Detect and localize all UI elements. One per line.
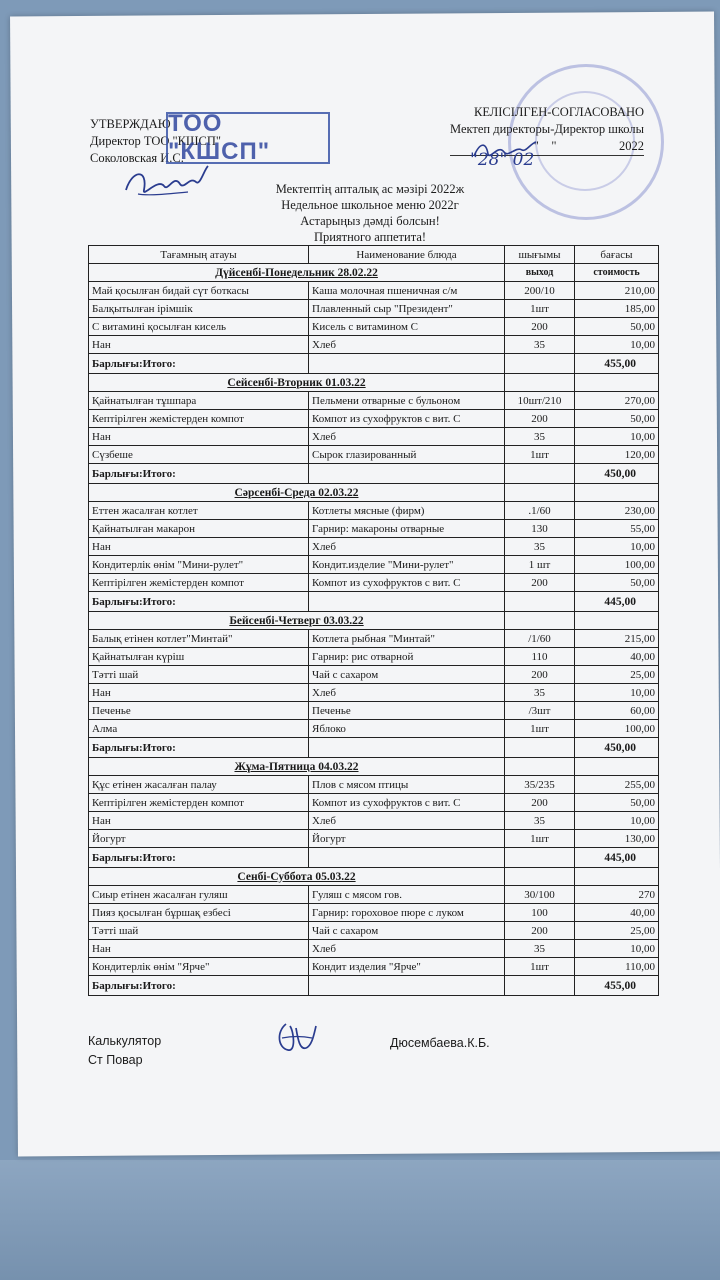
agreement-line-1: КЕЛІСІЛГЕН-СОГЛАСОВАНО <box>473 105 644 119</box>
dish-name-kz: Нан <box>89 538 309 556</box>
dish-yield: 1шт <box>505 958 575 976</box>
empty-cell <box>575 612 659 630</box>
dish-price: 230,00 <box>575 502 659 520</box>
dish-price: 215,00 <box>575 630 659 648</box>
dish-name-kz: Кептірілген жемістерден компот <box>89 574 309 592</box>
dish-yield: 35/235 <box>505 776 575 794</box>
dish-yield: 1шт <box>505 720 575 738</box>
dish-name-ru: Пельмени отварные с бульоном <box>309 392 505 410</box>
dish-name-kz: Кондитерлік өнім "Мини-рулет" <box>89 556 309 574</box>
dish-yield: 30/100 <box>505 886 575 904</box>
table-row <box>89 446 659 464</box>
empty-cell <box>575 484 659 502</box>
day-title: Сенбі-Суббота 05.03.22 <box>89 868 505 886</box>
total-value: 455,00 <box>575 976 659 996</box>
total-value: 455,00 <box>575 354 659 374</box>
dish-yield: 1шт <box>505 446 575 464</box>
dish-price: 10,00 <box>575 812 659 830</box>
dish-name-ru: Хлеб <box>309 538 505 556</box>
dish-price: 185,00 <box>575 300 659 318</box>
dish-yield: 200 <box>505 922 575 940</box>
empty-cell <box>505 868 575 886</box>
dish-name-kz: Нан <box>89 684 309 702</box>
dish-name-kz: Қайнатылған макарон <box>89 520 309 538</box>
dish-name-ru: Хлеб <box>309 684 505 702</box>
empty-cell <box>575 868 659 886</box>
dish-name-kz: Печенье <box>89 702 309 720</box>
empty-cell <box>309 354 505 374</box>
table-row <box>89 958 659 976</box>
empty-cell <box>505 738 575 758</box>
dish-yield: 35 <box>505 812 575 830</box>
dish-name-ru: Кондит изделия "Ярче" <box>309 958 505 976</box>
empty-cell <box>505 848 575 868</box>
agreement-line-3: " " 2022 <box>450 138 644 156</box>
dish-name-ru: Компот из сухофруктов с вит. С <box>309 794 505 812</box>
dish-name-kz: Нан <box>89 940 309 958</box>
dish-price: 100,00 <box>575 556 659 574</box>
day-header-row <box>89 868 659 886</box>
table-header-row <box>89 246 659 264</box>
dish-price: 130,00 <box>575 830 659 848</box>
background-surface <box>0 1160 720 1280</box>
dish-yield: 1шт <box>505 830 575 848</box>
empty-cell <box>505 758 575 776</box>
dish-yield: 100 <box>505 904 575 922</box>
table-row <box>89 392 659 410</box>
empty-cell <box>575 374 659 392</box>
dish-yield: /3шт <box>505 702 575 720</box>
dish-price: 10,00 <box>575 538 659 556</box>
empty-cell <box>309 464 505 484</box>
day-title: Жұма-Пятница 04.03.22 <box>89 758 505 776</box>
dish-price: 110,00 <box>575 958 659 976</box>
day-header-row <box>89 612 659 630</box>
dish-yield: 200 <box>505 410 575 428</box>
dish-price: 10,00 <box>575 940 659 958</box>
dish-name-kz: С витамині қосылған кисель <box>89 318 309 336</box>
empty-cell <box>505 484 575 502</box>
empty-cell <box>505 592 575 612</box>
dish-price: 50,00 <box>575 410 659 428</box>
dish-name-kz: Пияз қосылған бұршақ езбесі <box>89 904 309 922</box>
empty-cell <box>505 612 575 630</box>
dish-yield: 35 <box>505 684 575 702</box>
total-label: Барлығы:Итого: <box>89 738 309 758</box>
total-value: 445,00 <box>575 592 659 612</box>
dish-price: 120,00 <box>575 446 659 464</box>
dish-price: 25,00 <box>575 922 659 940</box>
table-row <box>89 702 659 720</box>
dish-yield: 200 <box>505 574 575 592</box>
calculator-name: Дюсембаева.К.Б. <box>390 1036 490 1050</box>
dish-name-ru: Гуляш с мясом гов. <box>309 886 505 904</box>
table-row <box>89 794 659 812</box>
dish-yield: 35 <box>505 428 575 446</box>
dish-name-ru: Гарнир: макароны отварные <box>309 520 505 538</box>
dish-name-kz: Құс етінен жасалған палау <box>89 776 309 794</box>
total-value: 450,00 <box>575 464 659 484</box>
dish-name-kz: Нан <box>89 336 309 354</box>
dish-name-ru: Компот из сухофруктов с вит. С <box>309 574 505 592</box>
dish-yield: 1шт <box>505 300 575 318</box>
dish-name-ru: Плавленный сыр "Президент" <box>309 300 505 318</box>
table-row <box>89 812 659 830</box>
dish-name-kz: Балқытылған ірімшік <box>89 300 309 318</box>
table-row <box>89 300 659 318</box>
empty-cell <box>505 464 575 484</box>
total-row <box>89 464 659 484</box>
title-ru: Недельное школьное меню 2022г <box>281 198 459 212</box>
table-row <box>89 940 659 958</box>
dish-price: 60,00 <box>575 702 659 720</box>
dish-name-ru: Каша молочная пшеничная с/м <box>309 282 505 300</box>
table-row <box>89 520 659 538</box>
day-header-row <box>89 264 659 282</box>
dish-name-kz: Қайнатылған тұшпара <box>89 392 309 410</box>
calculator-signature <box>272 1018 326 1058</box>
day-title: Сейсенбі-Вторник 01.03.22 <box>89 374 505 392</box>
dish-name-kz: Май қосылған бидай сүт боткасы <box>89 282 309 300</box>
table-row <box>89 410 659 428</box>
role-senior-cook: Ст Повар <box>88 1053 143 1067</box>
table-row <box>89 922 659 940</box>
dish-price: 210,00 <box>575 282 659 300</box>
menu-table <box>88 245 659 996</box>
dish-name-ru: Йогурт <box>309 830 505 848</box>
dish-name-ru: Хлеб <box>309 812 505 830</box>
empty-cell <box>309 976 505 996</box>
empty-cell <box>309 738 505 758</box>
dish-name-kz: Тәтті шай <box>89 666 309 684</box>
table-row <box>89 574 659 592</box>
empty-cell <box>575 758 659 776</box>
empty-cell <box>309 848 505 868</box>
table-row <box>89 282 659 300</box>
dish-price: 10,00 <box>575 336 659 354</box>
total-label: Барлығы:Итого: <box>89 976 309 996</box>
dish-name-kz: Сүзбеше <box>89 446 309 464</box>
dish-name-kz: Йогурт <box>89 830 309 848</box>
dish-name-kz: Балық етінен котлет"Минтай" <box>89 630 309 648</box>
dish-name-ru: Кисель с витамином С <box>309 318 505 336</box>
dish-price: 100,00 <box>575 720 659 738</box>
approval-line-1: УТВЕРЖДАЮ <box>90 117 171 131</box>
dish-yield: 110 <box>505 648 575 666</box>
dish-name-kz: Кептірілген жемістерден компот <box>89 794 309 812</box>
total-label: Барлығы:Итого: <box>89 464 309 484</box>
dish-yield: 130 <box>505 520 575 538</box>
dish-name-ru: Печенье <box>309 702 505 720</box>
total-row <box>89 592 659 612</box>
dish-name-ru: Хлеб <box>309 428 505 446</box>
dish-yield: .1/60 <box>505 502 575 520</box>
title-kz: Мектептің апталық ас мәзірі 2022ж <box>275 182 465 196</box>
dish-yield: 200 <box>505 794 575 812</box>
table-row <box>89 502 659 520</box>
col-header-price: бағасы <box>575 246 659 264</box>
table-row <box>89 904 659 922</box>
day-header-row <box>89 484 659 502</box>
dish-name-ru: Гарнир: рис отварной <box>309 648 505 666</box>
dish-price: 255,00 <box>575 776 659 794</box>
dish-name-ru: Гарнир: гороховое пюре с луком <box>309 904 505 922</box>
dish-name-kz: Қайнатылған күріш <box>89 648 309 666</box>
total-label: Барлығы:Итого: <box>89 592 309 612</box>
dish-name-ru: Чай с сахаром <box>309 666 505 684</box>
dish-price: 50,00 <box>575 318 659 336</box>
wish-kz: Астарыңыз дәмді болсын! <box>300 214 440 228</box>
total-label: Барлығы:Итого: <box>89 848 309 868</box>
dish-yield: 200 <box>505 318 575 336</box>
dish-name-ru: Котлеты мясные (фирм) <box>309 502 505 520</box>
col-header-yield: шығымы <box>505 246 575 264</box>
table-row <box>89 830 659 848</box>
dish-name-ru: Плов с мясом птицы <box>309 776 505 794</box>
dish-price: 55,00 <box>575 520 659 538</box>
total-row <box>89 848 659 868</box>
approval-line-2: Директор ТОО "КШСП" <box>90 134 222 148</box>
dish-price: 10,00 <box>575 428 659 446</box>
total-value: 445,00 <box>575 848 659 868</box>
dish-name-kz: Нан <box>89 812 309 830</box>
total-row <box>89 354 659 374</box>
table-row <box>89 776 659 794</box>
day-header-row <box>89 758 659 776</box>
table-row <box>89 720 659 738</box>
dish-price: 40,00 <box>575 904 659 922</box>
dish-price: 270 <box>575 886 659 904</box>
dish-name-ru: Котлета рыбная "Минтай" <box>309 630 505 648</box>
approval-line-3: Соколовская И.С. <box>90 151 184 165</box>
dish-yield: 35 <box>505 336 575 354</box>
dish-yield: 35 <box>505 538 575 556</box>
empty-cell <box>505 976 575 996</box>
sub-header-yield: выход <box>505 264 575 282</box>
day-title: Бейсенбі-Четверг 03.03.22 <box>89 612 505 630</box>
agreement-line-2: Мектеп директоры-Директор школы <box>450 122 644 136</box>
day-title: Дүйсенбі-Понедельник 28.02.22 <box>89 264 505 282</box>
day-header-row <box>89 374 659 392</box>
dish-name-ru: Сырок глазированный <box>309 446 505 464</box>
dish-name-ru: Кондит.изделие "Мини-рулет" <box>309 556 505 574</box>
day-title: Сәрсенбі-Среда 02.03.22 <box>89 484 505 502</box>
col-header-ru: Наименование блюда <box>309 246 505 264</box>
dish-yield: 35 <box>505 940 575 958</box>
dish-price: 40,00 <box>575 648 659 666</box>
menu-titles <box>200 181 540 245</box>
empty-cell <box>505 374 575 392</box>
table-row <box>89 538 659 556</box>
total-label: Барлығы:Итого: <box>89 354 309 374</box>
company-stamp: ТОО "КШСП" <box>166 112 330 164</box>
table-row <box>89 556 659 574</box>
dish-yield: 200 <box>505 666 575 684</box>
dish-name-kz: Кептірілген жемістерден компот <box>89 410 309 428</box>
table-row <box>89 648 659 666</box>
table-row <box>89 630 659 648</box>
table-row <box>89 684 659 702</box>
empty-cell <box>505 354 575 374</box>
wish-ru: Приятного аппетита! <box>313 230 427 244</box>
table-row <box>89 886 659 904</box>
dish-price: 10,00 <box>575 684 659 702</box>
col-header-kz: Тағамның атауы <box>89 246 309 264</box>
total-value: 450,00 <box>575 738 659 758</box>
dish-yield: 10шт/210 <box>505 392 575 410</box>
dish-yield: 200/10 <box>505 282 575 300</box>
dish-name-kz: Алма <box>89 720 309 738</box>
dish-name-ru: Чай с сахаром <box>309 922 505 940</box>
dish-name-kz: Тәтті шай <box>89 922 309 940</box>
dish-name-ru: Яблоко <box>309 720 505 738</box>
dish-name-kz: Сиыр етінен жасалған гуляш <box>89 886 309 904</box>
dish-price: 25,00 <box>575 666 659 684</box>
table-row <box>89 318 659 336</box>
table-row <box>89 666 659 684</box>
dish-name-ru: Компот из сухофруктов с вит. С <box>309 410 505 428</box>
principal-signature <box>470 138 540 162</box>
dish-name-ru: Хлеб <box>309 336 505 354</box>
dish-price: 270,00 <box>575 392 659 410</box>
handwritten-date: "28" 02 <box>470 150 535 170</box>
dish-price: 50,00 <box>575 794 659 812</box>
dish-name-kz: Еттен жасалған котлет <box>89 502 309 520</box>
dish-name-kz: Нан <box>89 428 309 446</box>
sub-header-price: стоимость <box>575 264 659 282</box>
total-row <box>89 976 659 996</box>
total-row <box>89 738 659 758</box>
footer-roles <box>88 1032 161 1070</box>
dish-name-ru: Хлеб <box>309 940 505 958</box>
dish-name-kz: Кондитерлік өнім "Ярче" <box>89 958 309 976</box>
table-row <box>89 336 659 354</box>
dish-yield: /1/60 <box>505 630 575 648</box>
role-calculator: Калькулятор <box>88 1034 162 1048</box>
dish-price: 50,00 <box>575 574 659 592</box>
empty-cell <box>309 592 505 612</box>
dish-yield: 1 шт <box>505 556 575 574</box>
table-row <box>89 428 659 446</box>
